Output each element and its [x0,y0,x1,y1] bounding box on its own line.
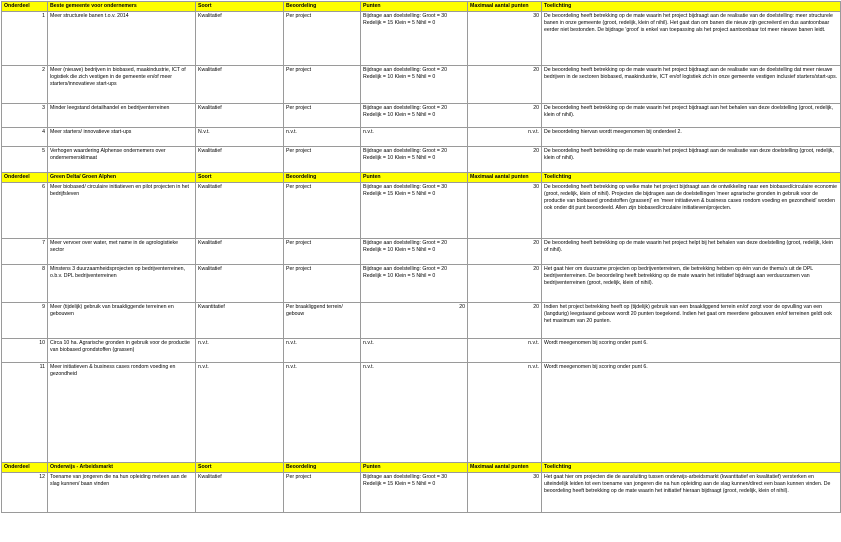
cell-maximaal-aantal-punten: 20 [468,66,542,104]
cell-soort: n.v.t. [196,339,284,363]
cell-maximaal-aantal-punten: 30 [468,473,542,513]
cell-soort: N.v.t. [196,128,284,147]
cell-toelichting: Het gaat hier om duurzame projecten op bedrijventerreinen, die betrekking hebben op één van de thema's uit de DPL bedrijventerreinen. De beoordeling heeft betrekking op de mate waarin het initiatief bijdraagt aan verduurzamen van bedrijventerreinen (groot, redelijk, klein of nihil). [542,265,841,303]
cell-soort: Kwalitatief [196,147,284,173]
cell-description: Meer (nieuwe) bedrijven in biobased, maakindustrie, ICT of logistiek die zich vestigen in de gemeente en/of meer starters/innovatieve start-ups [48,66,196,104]
header-cell-toelichting: Toelichting [542,173,841,183]
cell-onderdeel: 4 [2,128,48,147]
cell-punten: Bijdrage aan doelstelling: Groot = 30 Redelijk = 15 Klein = 5 Nihil = 0 [361,473,468,513]
cell-punten: Bijdrage aan doelstelling: Groot = 20 Redelijk = 10 Klein = 5 Nihil = 0 [361,147,468,173]
header-cell-toelichting: Toelichting [542,463,841,473]
table-row [2,66,841,104]
cell-onderdeel: 11 [2,363,48,463]
cell-punten: n.v.t. [361,339,468,363]
header-cell-soort: Soort [196,463,284,473]
table-row [2,12,841,66]
header-cell-description: Beste gemeente voor ondernemers [48,2,196,12]
cell-toelichting: Het gaat hier om projecten die de aansluiting tussen onderwijs-arbeidsmarkt (kwantitatief en kwalitatief) versterken en uiteindelijk leiden tot een toename van jongeren die na hun opleiding aan de slag kunnen/direct een baan kunnen vinden. De beoordeling heeft betrekking op de mate waarin het initiatief hieraan bijdraagt (groot, redelijk, klein of nihil). [542,473,841,513]
cell-toelichting: Indien het project betrekking heeft op (tijdelijk) gebruik van een braakliggend terrein en/of zorgt voor de opvulling van een (langdurig) leegstaand gebouw wordt 20 punten toegekend. Indien het gaat om meerdere gebouwen en/of terreinen geldt ook het maximum van 20 punten. [542,303,841,339]
cell-beoordeling: Per project [284,104,361,128]
table-row [2,239,841,265]
cell-punten: Bijdrage aan doelstelling: Groot = 20 Redelijk = 10 Klein = 5 Nihil = 0 [361,265,468,303]
cell-punten: Bijdrage aan doelstelling: Groot = 20 Redelijk = 10 Klein = 5 Nihil = 0 [361,104,468,128]
cell-maximaal-aantal-punten: n.v.t. [468,363,542,463]
table-row [2,265,841,303]
cell-toelichting: De beoordeling heeft betrekking op welke mate het project bijdraagt aan de ontwikkeling naar een biobased/circulaire economie (groot, redelijk, klein of nihil). Projecten die bijdragen aan de doelstellingen 'meer agrarische gronden in gebruik voor de productie van biobased grondstoffen (grassen)' en 'meer initiatieven & business cases rondom voeding en gezondheid' worden ook onder dit punt beoordeeld. Allen zijn biobased/circulaire initiatieven/projecten. [542,183,841,239]
cell-toelichting: De beoordeling heeft betrekking op de mate waarin het project helpt bij het behalen van deze doelstelling (groot, redelijk, klein of nihil). [542,239,841,265]
cell-soort: Kwalitatief [196,66,284,104]
table-row [2,128,841,147]
header-cell-beoordeling: Beoordeling [284,173,361,183]
cell-description: Meer initiatieven & business cases rondom voeding en gezondheid [48,363,196,463]
header-cell-maximaal-aantal-punten: Maximaal aantal punten [468,2,542,12]
table-row [2,339,841,363]
cell-soort: Kwalitatief [196,239,284,265]
header-cell-soort: Soort [196,173,284,183]
header-cell-toelichting: Toelichting [542,2,841,12]
cell-punten: n.v.t. [361,363,468,463]
cell-maximaal-aantal-punten: 30 [468,12,542,66]
cell-beoordeling: Per project [284,12,361,66]
cell-onderdeel: 3 [2,104,48,128]
cell-toelichting: De beoordeling heeft betrekking op de mate waarin het project bijdraagt aan het behalen van deze doelstelling (groot, redelijk, klein of nihil). [542,104,841,128]
cell-onderdeel: 5 [2,147,48,173]
cell-beoordeling: n.v.t. [284,128,361,147]
cell-toelichting: De beoordeling heeft betrekking op de mate waarin het project bijdraagt aan de realisatie van de doelstelling dat meer nieuwe bedrijven in de sectoren biobased, maakindustrie, ICT en/of logistiek zich in onze gemeente vestigen inclusief starters/start-ups. [542,66,841,104]
cell-onderdeel: 2 [2,66,48,104]
cell-soort: Kwalitatief [196,265,284,303]
cell-soort: Kwantitatief [196,303,284,339]
section-header-row [2,2,841,12]
cell-toelichting: Wordt meegenomen bij scoring onder punt 6. [542,339,841,363]
cell-onderdeel: 6 [2,183,48,239]
cell-punten: 20 [361,303,468,339]
cell-description: Circa 10 ha. Agrarische gronden in gebruik voor de productie van biobased grondstoffen (grassen) [48,339,196,363]
header-cell-description: Green Delta/ Groen Alphen [48,173,196,183]
header-cell-punten: Punten [361,2,468,12]
cell-onderdeel: 7 [2,239,48,265]
cell-description: Meer starters/ innovatieve start-ups [48,128,196,147]
cell-toelichting: De beoordeling heeft betrekking op de mate waarin het project bijdraagt aan de realisatie van deze doelstelling (groot, redelijk, klein of nihil). [542,147,841,173]
cell-beoordeling: Per project [284,183,361,239]
cell-punten: Bijdrage aan doelstelling: Groot = 20 Redelijk = 10 Klein = 5 Nihil = 0 [361,239,468,265]
cell-beoordeling: Per braakliggend terrein/ gebouw [284,303,361,339]
cell-description: Meer vervoer over water, met name in de agrologistieke sector [48,239,196,265]
cell-maximaal-aantal-punten: 20 [468,265,542,303]
header-cell-description: Onderwijs - Arbeidsmarkt [48,463,196,473]
cell-maximaal-aantal-punten: 20 [468,303,542,339]
cell-description: Meer (tijdelijk) gebruik van braakliggende terreinen en gebouwen [48,303,196,339]
table-row [2,363,841,463]
cell-beoordeling: n.v.t. [284,339,361,363]
cell-maximaal-aantal-punten: 20 [468,239,542,265]
header-cell-soort: Soort [196,2,284,12]
table-row [2,147,841,173]
cell-onderdeel: 8 [2,265,48,303]
cell-description: Meer biobased/ circulaire initiatieven en pilot projecten in het bedrijfsleven [48,183,196,239]
cell-punten: Bijdrage aan doelstelling: Groot = 30 Redelijk = 15 Klein = 5 Nihil = 0 [361,12,468,66]
cell-soort: Kwalitatief [196,104,284,128]
table-row [2,303,841,339]
section-header-row [2,173,841,183]
cell-maximaal-aantal-punten: n.v.t. [468,128,542,147]
cell-soort: Kwalitatief [196,183,284,239]
header-cell-onderdeel: Onderdeel [2,2,48,12]
header-cell-beoordeling: Beoordeling [284,2,361,12]
cell-beoordeling: Per project [284,265,361,303]
cell-toelichting: De beoordeling hiervan wordt meegenomen bij onderdeel 2. [542,128,841,147]
table-row [2,104,841,128]
cell-beoordeling: Per project [284,473,361,513]
section-header-row [2,463,841,473]
cell-soort: Kwalitatief [196,473,284,513]
header-cell-beoordeling: Beoordeling [284,463,361,473]
cell-maximaal-aantal-punten: 20 [468,147,542,173]
scoring-table [1,1,841,513]
header-cell-onderdeel: Onderdeel [2,173,48,183]
cell-description: Toename van jongeren die na hun opleiding meteen aan de slag kunnen/ baan vinden [48,473,196,513]
cell-beoordeling: Per project [284,147,361,173]
table-body [2,2,841,513]
header-cell-maximaal-aantal-punten: Maximaal aantal punten [468,463,542,473]
cell-maximaal-aantal-punten: 20 [468,104,542,128]
cell-description: Minstens 3 duurzaamheidsprojecten op bedrijventerreinen, o.b.v. DPL bedrijventerreinen [48,265,196,303]
cell-onderdeel: 9 [2,303,48,339]
cell-toelichting: Wordt meegenomen bij scoring onder punt 6. [542,363,841,463]
cell-punten: Bijdrage aan doelstelling: Groot = 30 Redelijk = 15 Klein = 5 Nihil = 0 [361,183,468,239]
cell-description: Meer structurele banen t.o.v. 2014 [48,12,196,66]
header-cell-punten: Punten [361,173,468,183]
cell-description: Verhogen waardering Alphense ondernemers over ondernemersklimaat [48,147,196,173]
header-cell-onderdeel: Onderdeel [2,463,48,473]
cell-maximaal-aantal-punten: 30 [468,183,542,239]
table-row [2,473,841,513]
cell-soort: n.v.t. [196,363,284,463]
cell-maximaal-aantal-punten: n.v.t. [468,339,542,363]
cell-onderdeel: 10 [2,339,48,363]
table-row [2,183,841,239]
cell-punten: Bijdrage aan doelstelling: Groot = 20 Redelijk = 10 Klein = 5 Nihil = 0 [361,66,468,104]
cell-onderdeel: 1 [2,12,48,66]
cell-description: Minder leegstand detailhandel en bedrijventerreinen [48,104,196,128]
cell-onderdeel: 12 [2,473,48,513]
header-cell-maximaal-aantal-punten: Maximaal aantal punten [468,173,542,183]
cell-beoordeling: n.v.t. [284,363,361,463]
cell-soort: Kwalitatief [196,12,284,66]
cell-beoordeling: Per project [284,239,361,265]
cell-toelichting: De beoordeling heeft betrekking op de mate waarin het project bijdraagt aan de realisatie van de doelstelling: meer structurele banen in onze gemeente (groot, redelijk, klein of nihil). Het gaat dan om banen die nieuw zijn gecreëerd en dus aantoonbaar eerder niet bestonden. De bijdrage 'groot' is enkel van toepassing als het project aantoonbaar tot meer nieuwe banen leidt. [542,12,841,66]
cell-punten: n.v.t. [361,128,468,147]
cell-beoordeling: Per project [284,66,361,104]
header-cell-punten: Punten [361,463,468,473]
